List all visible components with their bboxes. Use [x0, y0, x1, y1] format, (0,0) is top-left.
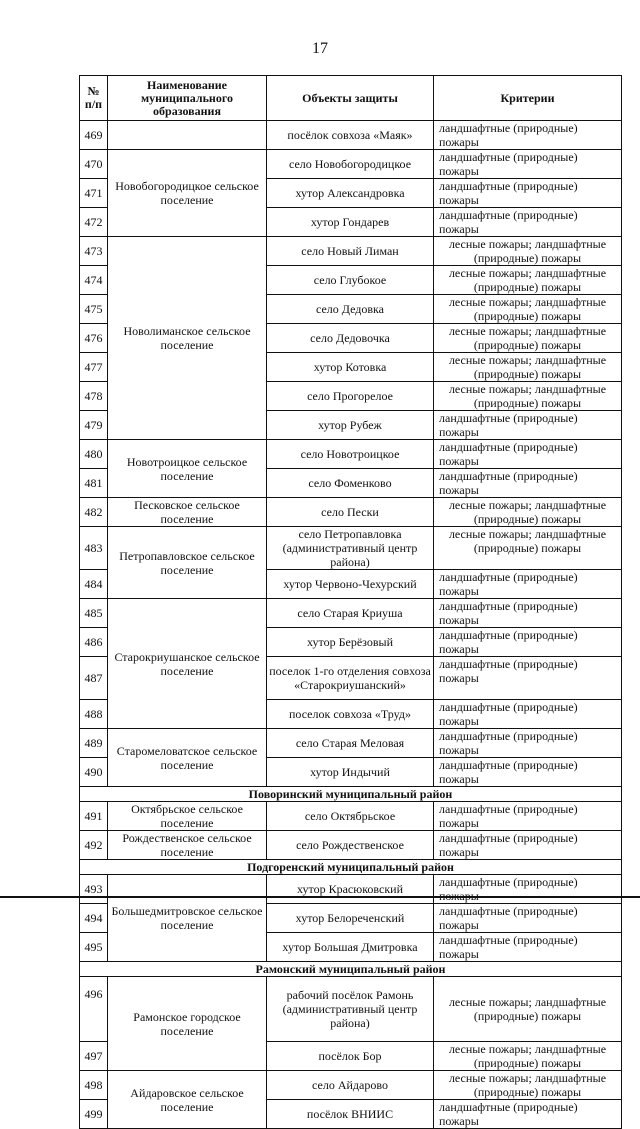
object-cell: село Дедовка — [267, 295, 434, 324]
object-cell: хутор Котовка — [267, 353, 434, 382]
object-cell: село Новый Лиман — [267, 237, 434, 266]
municipality-cell: Петропавловское сельское поселение — [108, 527, 267, 599]
criteria-cell: лесные пожары; ландшафтные (природные) пожары — [434, 353, 622, 382]
district-heading: Поворинский муниципальный район — [80, 787, 622, 802]
criteria-cell: ландшафтные (природные) пожары — [434, 700, 622, 729]
section-row — [80, 962, 622, 977]
row-number: 485 — [80, 599, 108, 628]
row-number: 496 — [80, 977, 108, 1042]
object-cell: село Октябрьское — [267, 802, 434, 831]
criteria-cell: ландшафтные (природные) пожары — [434, 904, 622, 933]
municipality-cell: Новобогородицкое сельское поселение — [108, 150, 267, 237]
object-cell: хутор Червоно-Чехурский — [267, 570, 434, 599]
page-bottom-edge — [0, 896, 640, 898]
criteria-cell: ландшафтные (природные) пожары — [434, 831, 622, 860]
object-cell: посёлок ВНИИС — [267, 1100, 434, 1129]
row-number: 491 — [80, 802, 108, 831]
object-cell: рабочий посёлок Рамонь (административный центр района) — [267, 977, 434, 1042]
row-number: 497 — [80, 1042, 108, 1071]
criteria-cell: ландшафтные (природные) пожары — [434, 599, 622, 628]
municipality-cell: Новолиманское сельское поселение — [108, 237, 267, 440]
object-cell: село Глубокое — [267, 266, 434, 295]
municipality-cell: Айдаровское сельское поселение — [108, 1071, 267, 1129]
municipality-cell: Рамонское городское поселение — [108, 977, 267, 1071]
criteria-cell: ландшафтные (природные) пожары — [434, 657, 622, 700]
criteria-cell: лесные пожары; ландшафтные (природные) пожары — [434, 1042, 622, 1071]
object-cell: село Новобогородицкое — [267, 150, 434, 179]
criteria-cell: лесные пожары; ландшафтные (природные) пожары — [434, 1071, 622, 1100]
object-cell: село Старая Криуша — [267, 599, 434, 628]
criteria-cell: ландшафтные (природные) пожары — [434, 758, 622, 787]
row-number: 475 — [80, 295, 108, 324]
criteria-cell: лесные пожары; ландшафтные (природные) пожары — [434, 295, 622, 324]
table-row — [80, 831, 622, 860]
row-number: 492 — [80, 831, 108, 860]
table-row — [80, 150, 622, 179]
header-number: № п/п — [80, 76, 108, 121]
row-number: 473 — [80, 237, 108, 266]
header-criteria: Критерии — [434, 76, 622, 121]
row-number: 471 — [80, 179, 108, 208]
criteria-cell: ландшафтные (природные) пожары — [434, 570, 622, 599]
header-municipality: Наименование муниципального образования — [108, 76, 267, 121]
municipality-cell: Новотроицкое сельское поселение — [108, 440, 267, 498]
row-number: 481 — [80, 469, 108, 498]
criteria-cell: ландшафтные (природные) пожары — [434, 1100, 622, 1129]
municipality-cell: Старомеловатское сельское поселение — [108, 729, 267, 787]
criteria-cell: ландшафтные (природные) — [434, 875, 622, 904]
table-row — [80, 527, 622, 570]
row-number: 469 — [80, 121, 108, 150]
object-cell: посёлок совхоза «Маяк» — [267, 121, 434, 150]
object-cell: хутор Александровка — [267, 179, 434, 208]
criteria-cell: ландшафтные (природные) пожары — [434, 208, 622, 237]
page-number: 17 — [312, 40, 328, 57]
object-cell: село Пески — [267, 498, 434, 527]
row-number: 477 — [80, 353, 108, 382]
municipality-cell: Песковское сельское поселение — [108, 498, 267, 527]
table-row — [80, 440, 622, 469]
row-number: 490 — [80, 758, 108, 787]
section-row — [80, 860, 622, 875]
municipality-cell: Октябрьское сельское поселение — [108, 802, 267, 831]
row-number: 483 — [80, 527, 108, 570]
table-row — [80, 729, 622, 758]
criteria-cell: ландшафтные (природные) пожары — [434, 802, 622, 831]
row-number: 480 — [80, 440, 108, 469]
section-row — [80, 787, 622, 802]
table-row — [80, 1071, 622, 1100]
row-number: 486 — [80, 628, 108, 657]
object-cell: поселок совхоза «Труд» — [267, 700, 434, 729]
row-number: 487 — [80, 657, 108, 700]
district-heading: Подгоренский муниципальный район — [80, 860, 622, 875]
object-cell: посёлок Бор — [267, 1042, 434, 1071]
header-objects: Объекты защиты — [267, 76, 434, 121]
row-number: 476 — [80, 324, 108, 353]
row-number: 479 — [80, 411, 108, 440]
object-cell: село Прогорелое — [267, 382, 434, 411]
criteria-cell: ландшафтные (природные) пожары — [434, 469, 622, 498]
table-row — [80, 802, 622, 831]
object-cell: хутор Индычий — [267, 758, 434, 787]
object-cell: поселок 1-го отделения совхоза «Старокриушанский» — [267, 657, 434, 700]
criteria-cell: лесные пожары; ландшафтные (природные) пожары — [434, 498, 622, 527]
municipality-cell: Старокриушанское сельское поселение — [108, 599, 267, 729]
criteria-cell: ландшафтные (природные) пожары — [434, 729, 622, 758]
row-number: 494 — [80, 904, 108, 933]
criteria-cell: лесные пожары; ландшафтные (природные) пожары — [434, 237, 622, 266]
criteria-cell: ландшафтные (природные) пожары — [434, 628, 622, 657]
criteria-cell: лесные пожары; ландшафтные (природные) пожары — [434, 977, 622, 1042]
object-cell: село Айдарово — [267, 1071, 434, 1100]
row-number: 499 — [80, 1100, 108, 1129]
criteria-cell: лесные пожары; ландшафтные (природные) пожары — [434, 382, 622, 411]
object-cell: хутор Большая Дмитровка — [267, 933, 434, 962]
row-number: 498 — [80, 1071, 108, 1100]
object-cell: хутор Рубеж — [267, 411, 434, 440]
criteria-cell: ландшафтные (природные) пожары — [434, 179, 622, 208]
criteria-cell: ландшафтные (природные) пожары — [434, 933, 622, 962]
row-number: 478 — [80, 382, 108, 411]
object-cell: село Новотроицкое — [267, 440, 434, 469]
criteria-cell: ландшафтные (природные) пожары — [434, 121, 622, 150]
row-number: 493 — [80, 875, 108, 904]
object-cell: хутор Гондарев — [267, 208, 434, 237]
object-cell: село Рождественское — [267, 831, 434, 860]
municipality-cell: Рождественское сельское поселение — [108, 831, 267, 860]
table-row — [80, 875, 622, 904]
district-heading: Рамонский муниципальный район — [80, 962, 622, 977]
row-number: 489 — [80, 729, 108, 758]
row-number: 474 — [80, 266, 108, 295]
row-number: 484 — [80, 570, 108, 599]
object-cell: хутор Красюковский — [267, 875, 434, 904]
object-cell: село Старая Меловая — [267, 729, 434, 758]
table-row — [80, 121, 622, 150]
table-header-row — [80, 76, 622, 121]
object-cell: хутор Белореченский — [267, 904, 434, 933]
criteria-cell: ландшафтные (природные) пожары — [434, 411, 622, 440]
table-row — [80, 977, 622, 1042]
row-number: 495 — [80, 933, 108, 962]
table-row — [80, 599, 622, 628]
object-cell: хутор Берёзовый — [267, 628, 434, 657]
object-cell: село Фоменково — [267, 469, 434, 498]
row-number: 482 — [80, 498, 108, 527]
table-row — [80, 237, 622, 266]
criteria-cell: лесные пожары; ландшафтные (природные) пожары — [434, 266, 622, 295]
criteria-cell: лесные пожары; ландшафтные (природные) пожары — [434, 324, 622, 353]
municipality-cell — [108, 121, 267, 150]
row-number: 470 — [80, 150, 108, 179]
row-number: 488 — [80, 700, 108, 729]
object-cell: село Дедовочка — [267, 324, 434, 353]
protection-objects-table — [79, 75, 622, 1129]
row-number: 472 — [80, 208, 108, 237]
table-row — [80, 498, 622, 527]
object-cell: село Петропавловка (административный центр района) — [267, 527, 434, 570]
criteria-cell: ландшафтные (природные) пожары — [434, 440, 622, 469]
criteria-cell: лесные пожары; ландшафтные (природные) пожары — [434, 527, 622, 570]
criteria-cell: ландшафтные (природные) пожары — [434, 150, 622, 179]
municipality-cell: Большедмитровское сельское поселение — [108, 875, 267, 962]
